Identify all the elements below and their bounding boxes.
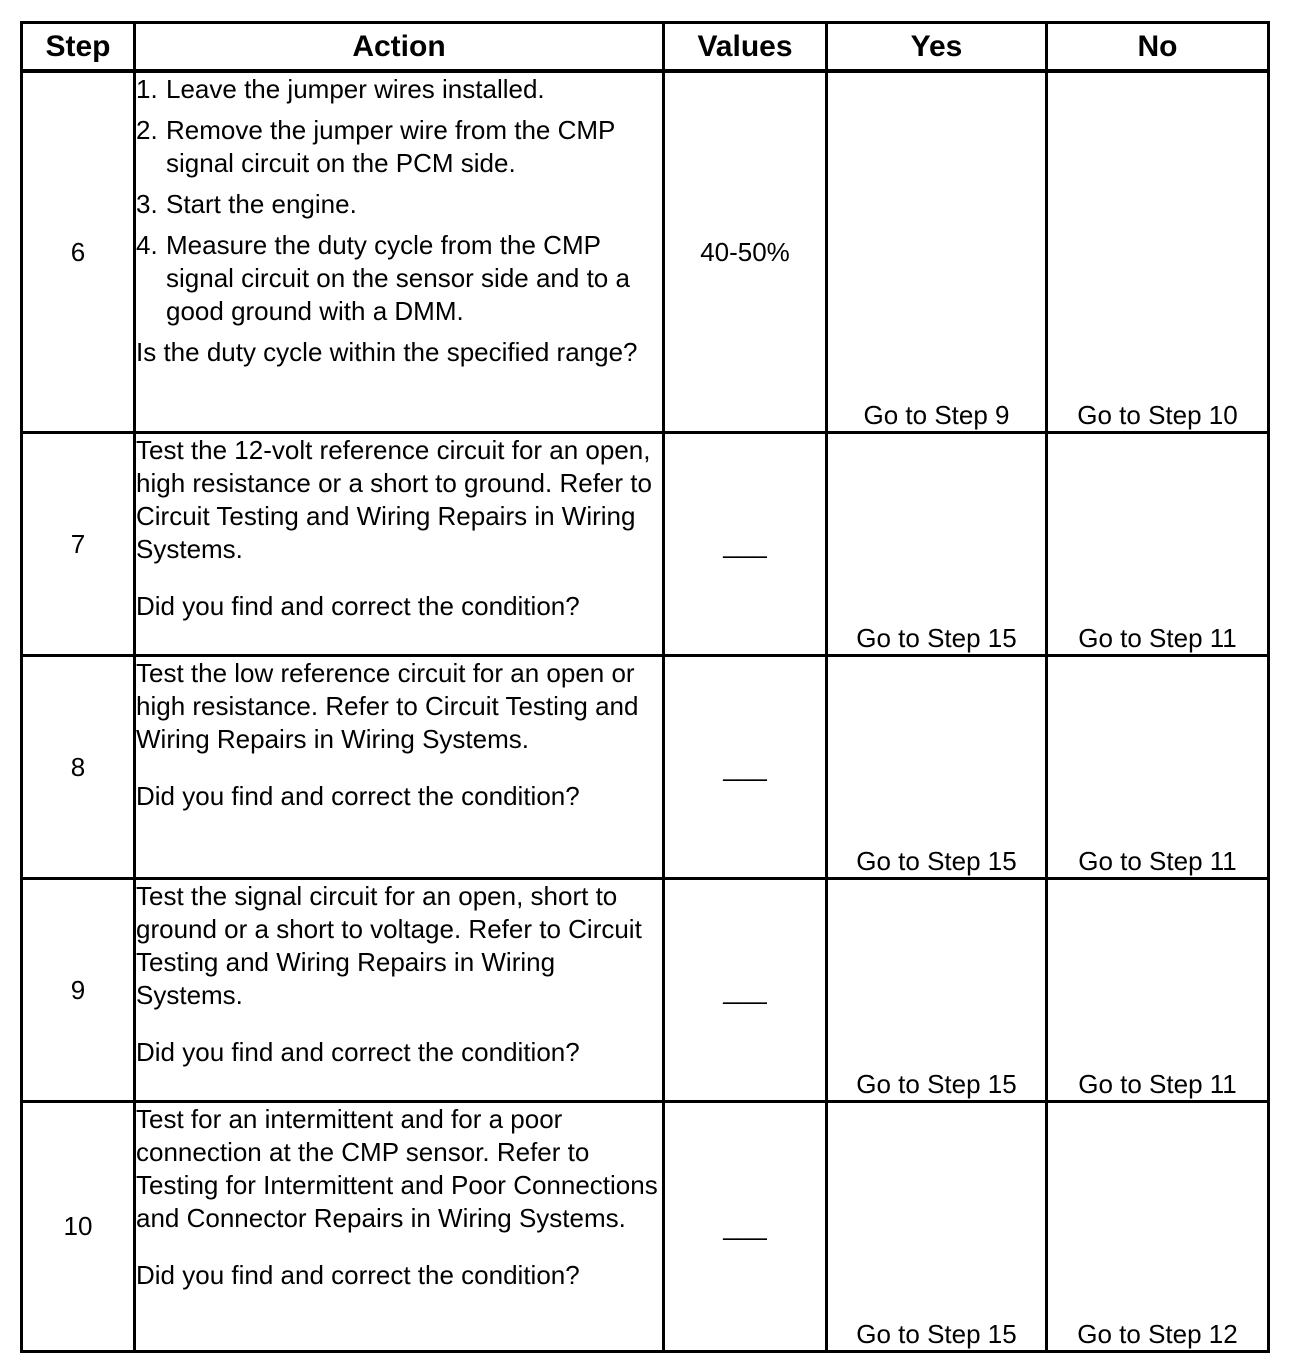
value-cell: ___ xyxy=(664,433,827,656)
no-cell: Go to Step 11 xyxy=(1047,879,1269,1102)
action-step: 2. Remove the jumper wire from the CMP signal circuit on the PCM side. xyxy=(136,115,615,178)
header-step: Step xyxy=(22,23,135,72)
step-number: 9 xyxy=(22,879,135,1102)
header-yes: Yes xyxy=(827,23,1047,72)
header-row xyxy=(22,23,1269,72)
action-cell xyxy=(135,656,664,879)
action-step: 3. Start the engine. xyxy=(136,189,357,219)
action-step: 1. Leave the jumper wires installed. xyxy=(136,74,545,104)
step-number: 6 xyxy=(22,71,135,433)
action-step: 4. Measure the duty cycle from the CMP signal circuit on the sensor side and to a good ground with a DMM. xyxy=(136,230,630,326)
action-cell xyxy=(135,71,664,433)
action-question: Did you find and correct the condition? xyxy=(136,591,580,621)
header-values: Values xyxy=(664,23,827,72)
action-text: Test the low reference circuit for an open or high resistance. Refer to Circuit Testing and Wiring Repairs in Wiring Systems. xyxy=(136,658,639,754)
yes-cell: Go to Step 9 xyxy=(827,71,1047,433)
table-row xyxy=(22,71,1269,433)
table-row xyxy=(22,656,1269,879)
no-cell: Go to Step 11 xyxy=(1047,656,1269,879)
value-cell: 40-50% xyxy=(664,71,827,433)
diagnostic-table xyxy=(20,21,1270,1353)
step-number: 8 xyxy=(22,656,135,879)
header-action: Action xyxy=(135,23,664,72)
no-cell: Go to Step 10 xyxy=(1047,71,1269,433)
step-number: 10 xyxy=(22,1102,135,1352)
action-cell xyxy=(135,433,664,656)
step-number: 7 xyxy=(22,433,135,656)
table-row xyxy=(22,879,1269,1102)
action-cell xyxy=(135,879,664,1102)
value-cell: ___ xyxy=(664,1102,827,1352)
table-row xyxy=(22,433,1269,656)
action-question: Did you find and correct the condition? xyxy=(136,1260,580,1290)
action-text: Test for an intermittent and for a poor connection at the CMP sensor. Refer to Testing for Intermittent and Poor Connections and Connector Repairs in Wiring Systems. xyxy=(136,1104,658,1233)
action-question: Did you find and correct the condition? xyxy=(136,781,580,811)
action-text: Test the 12-volt reference circuit for an open, high resistance or a short to ground. Refer to Circuit Testing and Wiring Repairs in Wiring Systems. xyxy=(136,435,652,564)
action-question: Is the duty cycle within the specified range? xyxy=(136,337,638,367)
action-cell xyxy=(135,1102,664,1352)
yes-cell: Go to Step 15 xyxy=(827,433,1047,656)
no-cell: Go to Step 12 xyxy=(1047,1102,1269,1352)
yes-cell: Go to Step 15 xyxy=(827,1102,1047,1352)
header-no: No xyxy=(1047,23,1269,72)
action-step-list xyxy=(136,73,662,328)
no-cell: Go to Step 11 xyxy=(1047,433,1269,656)
yes-cell: Go to Step 15 xyxy=(827,656,1047,879)
yes-cell: Go to Step 15 xyxy=(827,879,1047,1102)
action-text: Test the signal circuit for an open, short to ground or a short to voltage. Refer to Circuit Testing and Wiring Repairs in Wiring Systems. xyxy=(136,881,642,1010)
value-cell: ___ xyxy=(664,879,827,1102)
value-cell: ___ xyxy=(664,656,827,879)
table-row xyxy=(22,1102,1269,1352)
action-question: Did you find and correct the condition? xyxy=(136,1037,580,1067)
